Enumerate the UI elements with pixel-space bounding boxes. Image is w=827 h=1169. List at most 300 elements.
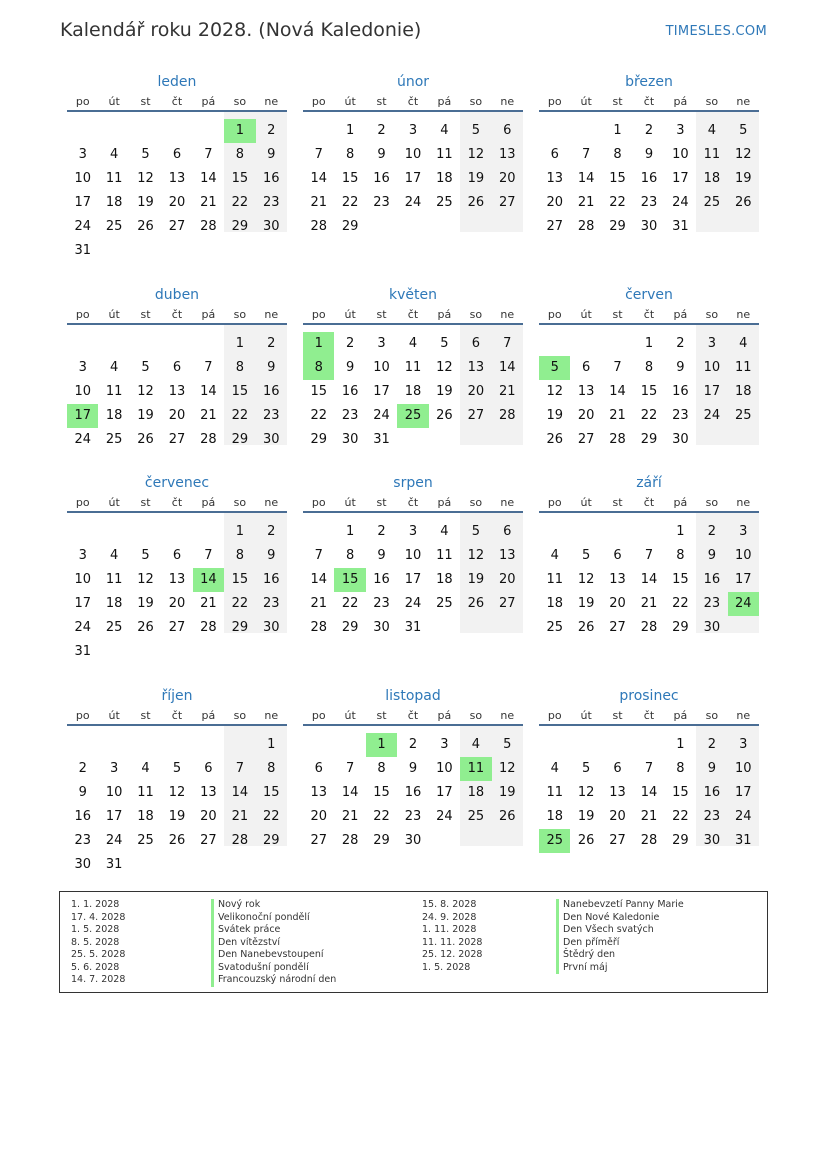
weekday-label: út: [108, 709, 120, 722]
legend-date: 14. 7. 2028: [71, 974, 126, 985]
day-cell: 7: [204, 360, 213, 375]
day-cell: 29: [310, 432, 327, 447]
day-cell: 11: [703, 147, 721, 162]
day-cell: 7: [581, 147, 591, 162]
holiday-day: 14: [193, 568, 224, 592]
day-cell: 26: [137, 620, 154, 635]
weekday-label: pá: [437, 95, 452, 108]
weekday-label: st: [612, 496, 623, 509]
day-cell: 30: [263, 620, 280, 635]
day-cell: 25: [105, 620, 123, 635]
day-cell: 6: [581, 360, 591, 375]
weekday-label: pá: [201, 496, 216, 509]
day-cell: 24: [373, 408, 390, 423]
day-cell: 18: [546, 596, 563, 611]
day-cell: 10: [735, 761, 752, 776]
day-cell: 30: [341, 432, 359, 447]
day-cell: 16: [404, 785, 422, 800]
weekday-label: po: [75, 709, 90, 722]
day-cell: 11: [546, 785, 563, 800]
weekday-label: čt: [171, 496, 183, 509]
day-cell: 22: [231, 596, 249, 611]
day-cell: 6: [172, 147, 182, 162]
weekday-label: út: [580, 496, 592, 509]
day-cell: 25: [105, 432, 123, 447]
day-cell: 8: [676, 761, 685, 776]
day-cell: 1: [613, 123, 622, 138]
day-cell: 16: [74, 809, 91, 824]
day-cell: 20: [499, 171, 516, 186]
weekday-label: út: [344, 496, 356, 509]
day-cell: 15: [640, 384, 658, 399]
weekday-label: st: [376, 308, 387, 321]
weekday-label: čt: [407, 709, 419, 722]
weekday-label: so: [233, 709, 247, 722]
day-cell: 4: [440, 524, 449, 539]
day-cell: 4: [141, 761, 150, 776]
day-cell: 31: [74, 644, 91, 659]
weekday-label: so: [705, 95, 719, 108]
legend-holiday-name: Štědrý den: [556, 949, 684, 962]
day-cell: 17: [74, 195, 91, 210]
day-cell: 2: [707, 737, 716, 752]
day-cell: 9: [267, 548, 276, 563]
day-cell: 29: [231, 219, 249, 234]
weekday-label: čt: [407, 308, 419, 321]
weekday-label: ne: [500, 95, 515, 108]
day-cell: 21: [640, 809, 658, 824]
legend-date: 1. 11. 2028: [422, 924, 477, 935]
day-cell: 24: [436, 809, 453, 824]
day-cell: 22: [640, 408, 658, 423]
day-cell: 15: [231, 384, 249, 399]
day-cell: 21: [200, 408, 217, 423]
weekday-label: út: [580, 95, 592, 108]
day-cell: 1: [345, 123, 355, 138]
day-cell: 9: [267, 360, 276, 375]
day-cell: 27: [168, 432, 186, 447]
weekday-header: [67, 307, 287, 325]
day-cell: 12: [436, 360, 453, 375]
day-cell: 23: [341, 408, 359, 423]
day-cell: 7: [314, 548, 323, 563]
day-cell: 21: [499, 384, 516, 399]
day-cell: 5: [581, 761, 591, 776]
day-cell: 17: [703, 384, 721, 399]
day-cell: 21: [609, 408, 626, 423]
day-cell: 24: [74, 620, 91, 635]
weekday-label: čt: [171, 308, 183, 321]
weekday-label: pá: [673, 496, 688, 509]
day-cell: 26: [168, 833, 186, 848]
day-cell: 10: [703, 360, 721, 375]
day-cell: 22: [341, 596, 359, 611]
day-cell: 8: [613, 147, 622, 162]
day-cell: 26: [577, 833, 595, 848]
weekday-label: út: [580, 709, 592, 722]
day-cell: 15: [609, 171, 626, 186]
day-cell: 18: [404, 384, 422, 399]
day-cell: 28: [609, 432, 626, 447]
day-cell: 30: [672, 432, 689, 447]
day-cell: 27: [609, 833, 626, 848]
day-cell: 7: [613, 360, 622, 375]
day-cell: 25: [546, 620, 563, 635]
day-cell: 23: [373, 195, 390, 210]
day-cell: 4: [109, 147, 119, 162]
weekday-label: st: [612, 709, 623, 722]
day-cell: 12: [577, 572, 595, 587]
weekday-label: po: [547, 496, 562, 509]
day-cell: 16: [263, 572, 280, 587]
day-cell: 10: [672, 147, 689, 162]
day-cell: 22: [263, 809, 280, 824]
day-cell: 31: [373, 432, 390, 447]
weekday-label: čt: [171, 709, 183, 722]
legend-date: 8. 5. 2028: [71, 936, 120, 948]
weekday-header: [303, 495, 523, 513]
weekday-header: [539, 708, 759, 726]
weekday-label: so: [705, 496, 719, 509]
day-cell: 4: [109, 360, 119, 375]
day-cell: 27: [609, 620, 626, 635]
day-cell: 17: [373, 384, 390, 399]
legend-date: 11. 11. 2028: [422, 936, 483, 948]
day-cell: 2: [267, 123, 276, 138]
day-cell: 30: [703, 620, 721, 635]
legend-holiday-name: Svatodušní pondělí: [211, 962, 336, 975]
legend-date: 1. 5. 2028: [71, 924, 120, 935]
weekday-label: st: [140, 709, 151, 722]
day-cell: 16: [373, 171, 390, 186]
day-cell: 13: [609, 572, 626, 587]
day-cell: 24: [672, 195, 689, 210]
day-cell: 13: [200, 785, 217, 800]
legend-holiday-name: První máj: [556, 962, 684, 975]
day-cell: 14: [577, 171, 595, 186]
day-cell: 3: [676, 123, 685, 138]
day-cell: 30: [263, 432, 280, 447]
day-cell: 12: [577, 785, 595, 800]
day-cell: 6: [613, 548, 622, 563]
legend-holiday-name: Den vítězství: [211, 937, 336, 950]
day-cell: 9: [78, 785, 87, 800]
day-cell: 27: [467, 408, 485, 423]
day-cell: 13: [546, 171, 563, 186]
legend-holiday-name: Nanebevzetí Panny Marie: [556, 899, 684, 912]
day-cell: 14: [310, 171, 327, 186]
day-cell: 8: [345, 548, 355, 563]
day-cell: 2: [707, 524, 716, 539]
day-cell: 4: [109, 548, 119, 563]
day-cell: 24: [404, 596, 422, 611]
day-cell: 14: [499, 360, 516, 375]
day-cell: 31: [74, 243, 91, 258]
legend-holiday-name: Velikonoční pondělí: [211, 912, 336, 925]
day-cell: 11: [105, 572, 123, 587]
day-cell: 2: [676, 336, 685, 351]
page-title: Kalendář roku 2028. (Nová Kaledonie): [60, 19, 422, 41]
day-cell: 19: [168, 809, 186, 824]
day-cell: 5: [581, 548, 591, 563]
day-cell: 14: [231, 785, 249, 800]
day-cell: 26: [499, 809, 516, 824]
holiday-day: 15: [334, 568, 365, 592]
day-cell: 23: [74, 833, 91, 848]
weekday-header: [67, 94, 287, 112]
day-cell: 8: [676, 548, 685, 563]
day-cell: 13: [467, 360, 485, 375]
weekday-label: so: [469, 496, 483, 509]
holiday-day: 1: [224, 119, 255, 143]
holiday-day: 1: [303, 332, 334, 356]
weekday-label: čt: [643, 95, 655, 108]
day-cell: 20: [609, 809, 626, 824]
day-cell: 9: [707, 548, 716, 563]
weekday-label: so: [705, 709, 719, 722]
day-cell: 10: [404, 147, 422, 162]
weekday-label: po: [75, 496, 90, 509]
day-cell: 17: [74, 596, 91, 611]
day-cell: 25: [105, 219, 123, 234]
weekday-label: pá: [673, 308, 688, 321]
day-cell: 12: [467, 147, 485, 162]
day-cell: 20: [499, 572, 516, 587]
weekday-label: so: [469, 709, 483, 722]
day-cell: 28: [640, 620, 658, 635]
legend-dates-left: [71, 899, 211, 987]
weekday-label: so: [233, 95, 247, 108]
day-cell: 20: [168, 408, 186, 423]
weekday-label: st: [376, 95, 387, 108]
day-cell: 22: [231, 408, 249, 423]
day-cell: 12: [735, 147, 752, 162]
day-cell: 18: [703, 171, 721, 186]
day-cell: 23: [703, 596, 721, 611]
day-cell: 18: [436, 171, 453, 186]
day-cell: 8: [644, 360, 654, 375]
day-cell: 3: [408, 524, 418, 539]
day-cell: 3: [109, 761, 119, 776]
day-cell: 12: [137, 171, 154, 186]
day-cell: 15: [672, 572, 689, 587]
day-cell: 9: [408, 761, 418, 776]
day-cell: 26: [735, 195, 752, 210]
day-cell: 6: [172, 548, 182, 563]
site-link[interactable]: TIMESLES.COM: [665, 24, 767, 39]
day-cell: 21: [310, 596, 327, 611]
day-cell: 26: [436, 408, 453, 423]
day-cell: 5: [141, 548, 150, 563]
day-cell: 26: [137, 432, 154, 447]
weekday-header: [539, 94, 759, 112]
day-cell: 1: [235, 524, 244, 539]
day-cell: 6: [471, 336, 480, 351]
weekday-header: [303, 708, 523, 726]
legend-date: 5. 6. 2028: [71, 961, 120, 973]
day-cell: 19: [436, 384, 453, 399]
month-name: říjen: [161, 688, 193, 704]
day-cell: 5: [172, 761, 182, 776]
day-cell: 18: [436, 572, 453, 587]
holiday-legend: [59, 891, 768, 993]
weekday-label: pá: [437, 496, 452, 509]
month-name: prosinec: [619, 688, 679, 704]
day-cell: 23: [263, 408, 280, 423]
legend-date: 25. 12. 2028: [422, 949, 483, 960]
day-cell: 10: [373, 360, 390, 375]
day-cell: 21: [310, 195, 327, 210]
day-cell: 5: [503, 737, 512, 752]
legend-date: 17. 4. 2028: [71, 911, 126, 923]
weekday-label: út: [344, 308, 356, 321]
month-name: listopad: [385, 688, 441, 704]
month-name: květen: [389, 287, 437, 303]
day-cell: 1: [267, 737, 276, 752]
day-cell: 28: [200, 432, 217, 447]
day-cell: 3: [78, 548, 87, 563]
day-cell: 27: [546, 219, 563, 234]
day-cell: 18: [735, 384, 752, 399]
day-cell: 18: [105, 408, 123, 423]
day-cell: 15: [231, 572, 249, 587]
day-cell: 25: [436, 195, 453, 210]
weekday-label: ne: [500, 308, 515, 321]
day-cell: 29: [263, 833, 280, 848]
day-cell: 25: [436, 596, 453, 611]
holiday-day: 24: [728, 592, 759, 616]
day-cell: 2: [78, 761, 87, 776]
weekday-label: ne: [736, 709, 751, 722]
weekday-label: pá: [201, 308, 216, 321]
weekday-label: pá: [201, 95, 216, 108]
month-name: duben: [154, 287, 200, 303]
holiday-day: 25: [539, 829, 570, 853]
day-cell: 19: [137, 596, 154, 611]
day-cell: 3: [739, 524, 748, 539]
weekday-label: ne: [736, 496, 751, 509]
day-cell: 14: [200, 171, 217, 186]
day-cell: 5: [141, 360, 150, 375]
day-cell: 28: [341, 833, 359, 848]
day-cell: 13: [577, 384, 595, 399]
day-cell: 13: [609, 785, 626, 800]
weekday-label: pá: [437, 709, 452, 722]
day-cell: 2: [408, 737, 418, 752]
weekday-label: po: [311, 95, 326, 108]
month-name: srpen: [393, 475, 433, 491]
day-cell: 20: [577, 408, 595, 423]
day-cell: 15: [341, 171, 359, 186]
day-cell: 4: [408, 336, 418, 351]
weekday-label: st: [140, 308, 151, 321]
weekday-label: po: [75, 308, 90, 321]
day-cell: 10: [436, 761, 453, 776]
legend-date: 15. 8. 2028: [422, 899, 477, 910]
day-cell: 1: [676, 737, 685, 752]
month-name: únor: [396, 74, 430, 90]
day-cell: 11: [546, 572, 563, 587]
weekday-label: po: [547, 308, 562, 321]
day-cell: 2: [644, 123, 654, 138]
day-cell: 25: [735, 408, 752, 423]
day-cell: 28: [499, 408, 516, 423]
day-cell: 22: [672, 596, 689, 611]
day-cell: 3: [377, 336, 386, 351]
day-cell: 22: [609, 195, 626, 210]
day-cell: 3: [707, 336, 716, 351]
weekday-label: ne: [736, 95, 751, 108]
day-cell: 15: [231, 171, 249, 186]
day-cell: 24: [74, 432, 91, 447]
legend-date: 1. 1. 2028: [71, 899, 120, 910]
day-cell: 21: [200, 195, 217, 210]
day-cell: 8: [345, 147, 355, 162]
day-cell: 25: [467, 809, 485, 824]
day-cell: 31: [735, 833, 752, 848]
day-cell: 30: [74, 857, 91, 872]
weekday-label: út: [344, 95, 356, 108]
day-cell: 27: [310, 833, 327, 848]
day-cell: 11: [436, 147, 453, 162]
day-cell: 16: [640, 171, 658, 186]
day-cell: 4: [440, 123, 449, 138]
weekday-label: út: [108, 95, 120, 108]
day-cell: 21: [577, 195, 595, 210]
day-cell: 30: [640, 219, 658, 234]
day-cell: 23: [703, 809, 721, 824]
weekday-header: [303, 94, 523, 112]
day-cell: 28: [640, 833, 658, 848]
day-cell: 11: [404, 360, 422, 375]
day-cell: 10: [105, 785, 123, 800]
day-cell: 29: [341, 219, 359, 234]
day-cell: 15: [373, 785, 390, 800]
day-cell: 14: [200, 384, 217, 399]
day-cell: 17: [735, 572, 752, 587]
weekday-label: pá: [201, 709, 216, 722]
day-cell: 25: [703, 195, 721, 210]
day-cell: 26: [467, 596, 485, 611]
weekday-label: po: [547, 95, 562, 108]
day-cell: 7: [204, 548, 213, 563]
weekday-label: ne: [264, 308, 279, 321]
day-cell: 12: [137, 572, 154, 587]
day-cell: 28: [231, 833, 249, 848]
day-cell: 17: [436, 785, 453, 800]
day-cell: 18: [546, 809, 563, 824]
day-cell: 11: [105, 384, 123, 399]
day-cell: 8: [235, 147, 244, 162]
day-cell: 16: [263, 384, 280, 399]
weekday-label: pá: [437, 308, 452, 321]
day-cell: 3: [78, 147, 87, 162]
legend-holiday-name: Den Všech svatých: [556, 924, 684, 937]
day-cell: 20: [609, 596, 626, 611]
weekday-label: po: [75, 95, 90, 108]
day-cell: 11: [137, 785, 154, 800]
day-cell: 7: [644, 548, 654, 563]
day-cell: 12: [137, 384, 154, 399]
day-cell: 9: [345, 360, 355, 375]
month-name: červenec: [144, 475, 210, 491]
weekday-label: čt: [643, 308, 655, 321]
day-cell: 13: [168, 384, 186, 399]
day-cell: 20: [546, 195, 563, 210]
day-cell: 19: [577, 596, 595, 611]
day-cell: 2: [377, 524, 386, 539]
day-cell: 20: [168, 596, 186, 611]
